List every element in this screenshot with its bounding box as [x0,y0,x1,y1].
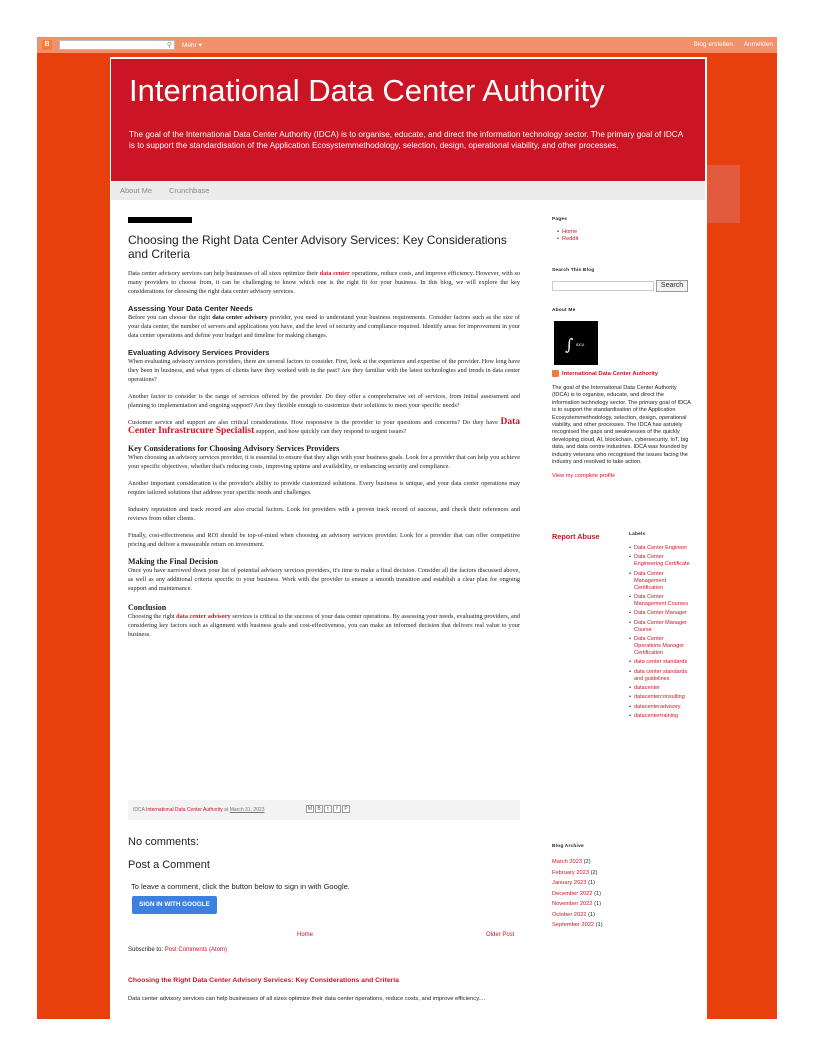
blogger-icon [552,370,559,377]
archive-item: January 2023 (1) [552,880,596,886]
post-intro: Data center advisory services can help businesses of all sizes optimize their data center operations, reduce costs, and improve efficiency. However, with so many providers to choose from, it can be challenging to know which one is the right fit for your business. In this blog, we will explore the key considerations for choosing the right data center advisory services. [128,270,521,295]
archive-title: Blog Archive [552,844,584,849]
home-link[interactable]: Home [297,932,314,938]
label-link[interactable]: Data Center Manager [634,610,687,617]
teaser-text: Data center advisory services can help businesses of all sizes optimize their data center operations, reduce costs, and improve efficiency.... [128,996,486,1002]
label-item [629,545,691,552]
post-image-bar [128,217,192,223]
archive-item: February 2023 (2) [552,869,598,876]
sign-in-link[interactable]: Anmelden [743,41,773,48]
archive-link[interactable]: September 2022 [552,922,595,928]
search-widget-title: Search This Blog [552,268,595,273]
label-link[interactable]: data center standards [634,659,688,666]
sidebar-search-button[interactable]: Search [656,280,688,292]
create-blog-link[interactable]: Blog erstellen [693,41,733,48]
dc-infrastructure-specialist-link[interactable]: Data Center Infrastrucure Specialist [128,417,520,436]
archive-link[interactable]: March 2023 [552,859,583,865]
post-teaser [128,977,520,1003]
logo-text: IDCA [576,343,585,347]
label-item [629,704,691,711]
label-link[interactable]: Data Center Engineer [634,545,688,551]
paragraph: Finally, cost-effectiveness and ROI should be top-of-mind when choosing an advisory services provider. Look for a provider that can offer competitive pricing and deliver a measurable return on investment. [128,532,520,548]
teaser-title[interactable]: Choosing the Right Data Center Advisory Services: Key Considerations and Criteria [128,977,399,984]
sidebar-pages [552,217,690,243]
label-link[interactable]: Data Center Manager Course [634,619,687,633]
blog-archive [552,844,690,931]
older-post-link[interactable]: Older Post [486,932,515,938]
blog-share-icon[interactable]: B [315,805,323,813]
navbar-right [685,41,773,48]
subscribe-line: Subscribe to: Post Comments (Atom) [128,947,228,953]
heading-key-considerations: Key Considerations for Choosing Advisory Services Providers [128,444,340,453]
archive-link[interactable]: February 2023 [552,869,589,876]
email-share-icon[interactable]: M [307,806,313,812]
paragraph: Customer service and support are also critical considerations. How responsive is the provider to your questions and concerns? Do they have Data Center Infrastrucure Specialist support, and how quickly can they respond to urgent issues? [128,417,520,436]
paragraph: Once you have narrowed down your list of potential advisory services providers, it's time to make a final decision. Consider all the factors discussed above, as well as any additional criteria specific to your business. Work with the provider to ensure a smooth transition and establish a clear plan for ongoing support and maintenance. [128,567,520,592]
no-comments-heading: No comments: [128,836,199,848]
paragraph: Before you can choose the right data center advisory provider, you need to understand your business requirements. Consider factors such as the size of your data center, the number of servers and applications you have, and the level of security and compliance required. Identify areas for improvement in your data center operations and define your budget and timeline for making changes. [128,314,520,339]
post-title[interactable]: Choosing the Right Data Center Advisory Services: Key Considerations and Criteria [128,233,507,261]
label-item [629,594,691,608]
page-link-reddit[interactable]: Reddit [562,236,579,242]
label-link[interactable]: datacenteradvisory [634,703,681,710]
archive-item: March 2023 (2) [552,859,591,865]
profile-avatar[interactable] [554,321,598,365]
label-link[interactable]: datacenterconsulting [634,694,685,701]
label-item [629,669,691,683]
label-item [629,713,691,720]
blogger-logo-icon[interactable]: B [42,40,52,50]
sidebar-search-input[interactable] [552,281,654,291]
paragraph: When evaluating advisory services providers, there are several factors to consider. First, look at the experience and expertise of the provider. How long have they been in business, and what types of clients have they worked with in the past? Are they familiar with the latest technologies and trends in data center operations? [128,358,520,383]
heading-final-decision: Making the Final Decision [128,557,219,566]
label-item [629,694,691,701]
profile-name-link[interactable]: International Data Center Authority [562,371,659,378]
pinterest-share-icon[interactable]: P [342,805,350,813]
labels-widget [629,532,691,723]
tab-about-me[interactable]: About Me [120,186,153,195]
paragraph: Another factor to consider is the range of services offered by the provider. Do they offer a comprehensive set of services, from initial assessment and planning to implementation and ongoing support? Are they flexible enough to customize their solutions to meet your specific needs? [128,393,520,409]
decorative-strip [706,165,740,223]
paragraph: Another important consideration is the provider's ability to provide customized solutions. Every business is unique, and your data center operations may require tailored solutions that address your specific needs and challenges. [128,480,520,496]
tab-crunchbase[interactable]: Crunchbase [169,186,210,195]
archive-link[interactable]: January 2023 [552,880,587,886]
facebook-share-icon[interactable]: f [333,805,341,813]
label-item [629,610,691,617]
blog-description: The goal of the International Data Center Authority (IDCA) is to organise, educate, and direct the information technology sector. The primary goal of IDCA is to support the standardisation of the Application Ecosystemmethodology, selection, design, operational viability, and other processes. [129,130,683,150]
label-link[interactable]: Data Center Management Certification [634,570,667,591]
about-title: About Me [552,308,576,313]
label-item [629,620,691,634]
profile [552,370,692,479]
atom-feed-link[interactable]: Post Comments (Atom) [164,947,228,953]
navbar-search-input[interactable] [59,40,175,50]
more-menu[interactable]: Mehr ▾ [182,42,202,49]
label-link[interactable]: Data Center Operations Manager Certification [634,635,685,656]
archive-link[interactable]: November 2022 [552,901,593,907]
archive-link[interactable]: October 2022 [552,911,587,918]
heading-evaluating: Evaluating Advisory Services Providers [128,348,270,357]
paragraph: Industry reputation and track record are also crucial factors. Look for providers with a proven track record of success, and check their references and reviews from other clients. [128,506,520,522]
archive-link[interactable]: December 2022 [552,890,593,897]
heading-assessing: Assessing Your Data Center Needs [128,304,253,313]
page-link-home[interactable]: Home [562,229,578,235]
blog-post [128,217,520,639]
archive-item: September 2022 (1) [552,922,603,928]
page-tabs [111,181,705,200]
share-buttons [306,805,351,813]
label-link[interactable]: datacenter [634,684,660,691]
archive-item: October 2022 (1) [552,911,596,918]
data-center-link[interactable]: data center [319,270,350,277]
archive-item: November 2022 (1) [552,901,602,907]
post-date-link[interactable]: March 31, 2023 [229,807,265,813]
paragraph: When choosing an advisory services provider, it is essential to ensure that they align with your business goals. Look for a provider that can help you achieve your specific objectives, whether that's reducing costs, improving uptime and availability, or enhancing security and compliance. [128,454,520,470]
post-body [128,269,520,639]
blogger-navbar [37,37,777,53]
report-abuse-link[interactable]: Report Abuse [552,532,600,541]
labels-title: Labels [629,532,646,537]
label-item [629,685,691,692]
label-link[interactable]: Data Center Engineering Certificate [634,554,690,568]
paragraph: Choosing the right data center advisory services is critical to the success of your data center operations. By assessing your needs, evaluating providers, and considering key factors such as alignment with business goals and cost-effectiveness, you can make an informed decision that delivers real value to your business. [128,613,520,638]
idca-swoosh-icon: ∫ [565,335,574,354]
label-item [629,636,691,657]
label-item [629,659,691,666]
blog-header [111,59,705,181]
archive-item: December 2022 (1) [552,890,602,897]
sign-in-text: To leave a comment, click the button below to sign in with Google. [131,882,350,891]
heading-conclusion: Conclusion [128,603,167,612]
post-comment-heading: Post a Comment [128,859,210,871]
search-icon[interactable]: ⚲ [166,42,172,49]
twitter-share-icon[interactable]: t [324,805,332,813]
pages-title: Pages [552,217,568,222]
label-link[interactable]: Data Center Management Courses [634,593,689,607]
label-link[interactable]: datacentertraining [634,713,679,720]
profile-text: The goal of the International Data Center Authority (IDCA) is to organise, educate, and direct the information technology sector. The primary goal of IDCA is to support the standardisation of the Application Ecosystemmethodology, selection, design, operational viability, and other processes. The IDCA has astutely recognised the gaps and weaknesses of the quickly developing cloud, AI, blockchain, cybersecurity, IoT, big data, and data centre industries. IDCA was founded by industry veterans who recognised the issues facing the industry and resolved to take action. [552,385,691,466]
label-item [629,554,691,568]
blog-title[interactable]: International Data Center Authority [129,73,605,108]
label-item [629,571,691,592]
post-meta: IDCA International Data Center Authority at March 31, 2023 [133,807,265,813]
view-profile-link[interactable]: View my complete profile [552,472,616,479]
sidebar-item [557,229,690,236]
sidebar-item [557,236,690,243]
sign-in-google-button[interactable]: SIGN IN WITH GOOGLE [132,896,217,914]
author-link[interactable]: International Data Center Authority [146,807,223,813]
data-center-advisory-link[interactable]: data center advisory [176,613,231,620]
post-footer [128,800,520,820]
label-link[interactable]: data center standards and guidelines [634,668,688,682]
